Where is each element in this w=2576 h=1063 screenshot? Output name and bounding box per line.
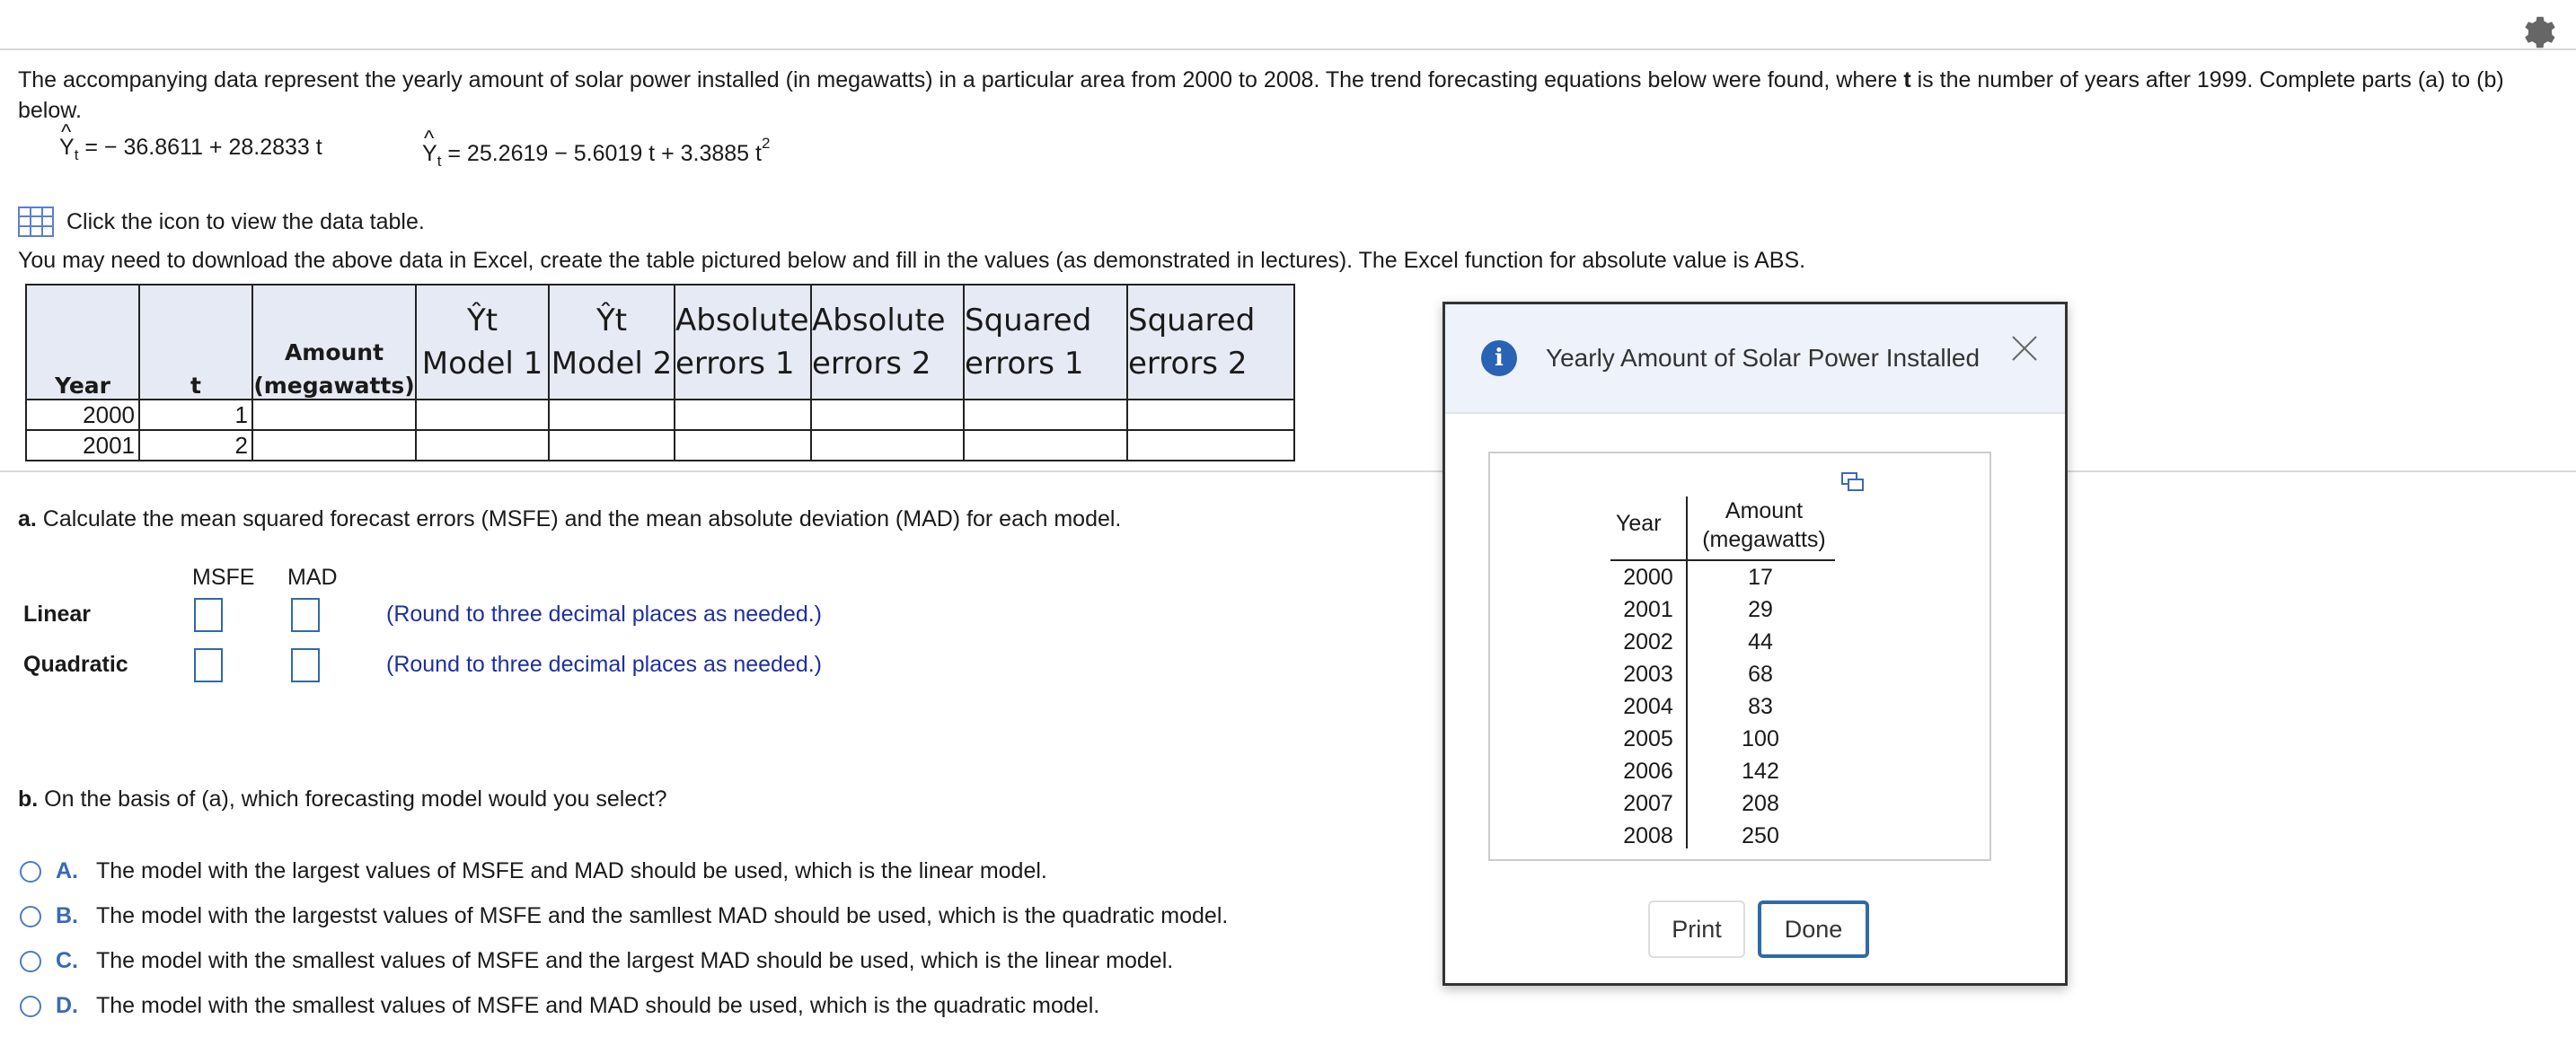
linear-round-hint: (Round to three decimal places as needed.) [386, 602, 823, 627]
linear-equation: ^ $Y_t$ = − 36.8611 + 28.2833 t [59, 135, 322, 164]
option-text: The model with the smallest values of MSFE and MAD should be used, which is the quadratic model. [96, 993, 1100, 1018]
data-row: 2003 68 [1623, 662, 1773, 687]
excel-header-abs2: Absolute errors 2 [811, 285, 964, 400]
part-a-question: a. Calculate the mean squared forecast errors (MSFE) and the mean absolute deviation (MAD) for each model. [18, 506, 1122, 532]
part-b-question: b. On the basis of (a), which forecasting model would you select? [18, 786, 667, 812]
data-header-year: Year [1616, 511, 1662, 536]
top-divider [0, 48, 2576, 50]
option-c[interactable] [20, 948, 1173, 974]
option-b-radio[interactable] [20, 906, 41, 927]
linear-mad-input[interactable] [291, 598, 320, 632]
excel-header-year: Year [26, 285, 139, 400]
msfe-column-header: MSFE [192, 565, 255, 590]
data-table-dialog [1442, 302, 2068, 986]
dialog-title: Yearly Amount of Solar Power Installed [1546, 344, 1981, 372]
option-a-radio[interactable] [20, 861, 41, 883]
copy-to-clipboard-icon[interactable] [1840, 471, 1866, 493]
data-row: 2006 142 [1623, 759, 1779, 784]
option-letter: A. [56, 858, 78, 883]
quadratic-equation: ^ $Y_t = 25.2619 - 5.6019$ t + 3.3885 $t^2$ [422, 135, 770, 171]
option-a[interactable] [20, 858, 1047, 884]
data-row: 2001 29 [1623, 597, 1773, 622]
data-row: 2004 83 [1623, 694, 1773, 719]
excel-header-t: t [139, 285, 252, 400]
linear-row-label: Linear [23, 602, 92, 627]
option-letter: B. [56, 903, 78, 928]
excel-header-model2: Ŷt Model 2 [549, 285, 675, 400]
data-table-link-row[interactable] [18, 206, 425, 237]
problem-statement: The accompanying data represent the yearly amount of solar power installed (in megawatts) in a particular area from 2000 to 2008. The trend forecasting equations below were found, where t is the number of years after 1999. Complete parts (a) to (b) below. [18, 67, 2504, 123]
option-text: The model with the smallest values of MSFE and the largest MAD should be used, which is the linear model. [96, 948, 1174, 973]
section-divider [0, 470, 2576, 472]
done-button[interactable]: Done [1758, 900, 1869, 958]
dialog-header [1445, 304, 2065, 414]
excel-header-model1: Ŷt Model 1 [416, 285, 549, 400]
excel-instructions: You may need to download the above data in Excel, create the table pictured below and fill in the values (as demonstrated in lectures). The Excel function for absolute value is ABS. [18, 248, 1806, 273]
excel-cell-year: 2000 [26, 400, 139, 430]
option-d-radio[interactable] [20, 996, 41, 1017]
option-letter: C. [56, 948, 78, 973]
mad-column-header: MAD [287, 565, 338, 590]
quadratic-round-hint: (Round to three decimal places as needed.) [386, 652, 823, 677]
info-icon: i [1481, 340, 1517, 376]
data-row: 2000 17 [1623, 565, 1773, 590]
print-button[interactable]: Print [1648, 900, 1745, 958]
close-icon[interactable] [2002, 326, 2047, 371]
table-icon[interactable] [18, 206, 54, 237]
gear-icon[interactable] [2517, 13, 2556, 52]
data-row: 2005 100 [1623, 726, 1779, 751]
option-text: The model with the largestst values of MSFE and the samllest MAD should be used, which is the quadratic model. [96, 903, 1229, 928]
quadratic-row-label: Quadratic [23, 652, 128, 677]
excel-row [26, 430, 1294, 461]
option-b[interactable] [20, 903, 1228, 929]
excel-header-amount: Amount (megawatts) [252, 285, 416, 400]
data-row: 2007 208 [1623, 791, 1779, 816]
excel-table-image [25, 284, 1295, 461]
option-d[interactable] [20, 993, 1099, 1019]
data-table-body [1610, 561, 1835, 852]
excel-header-sq1: Squared errors 1 [964, 285, 1127, 400]
option-text: The model with the largest values of MSFE and MAD should be used, which is the linear model. [96, 858, 1047, 883]
data-row: 2002 44 [1623, 629, 1773, 654]
quadratic-msfe-input[interactable] [194, 648, 223, 682]
option-c-radio[interactable] [20, 951, 41, 972]
excel-cell-year: 2001 [26, 430, 139, 461]
quadratic-mad-input[interactable] [291, 648, 320, 682]
data-row: 2008 250 [1623, 823, 1779, 848]
excel-header-sq2: Squared errors 2 [1127, 285, 1294, 400]
option-letter: D. [56, 993, 78, 1018]
excel-cell-t: 1 [139, 400, 252, 430]
data-header-amount: Amount (megawatts) [1702, 498, 1826, 552]
data-table-link[interactable]: Click the icon to view the data table. [66, 208, 425, 234]
excel-cell-t: 2 [139, 430, 252, 461]
excel-row [26, 400, 1294, 430]
linear-msfe-input[interactable] [194, 598, 223, 632]
excel-header-abs1: Absolute errors 1 [675, 285, 811, 400]
